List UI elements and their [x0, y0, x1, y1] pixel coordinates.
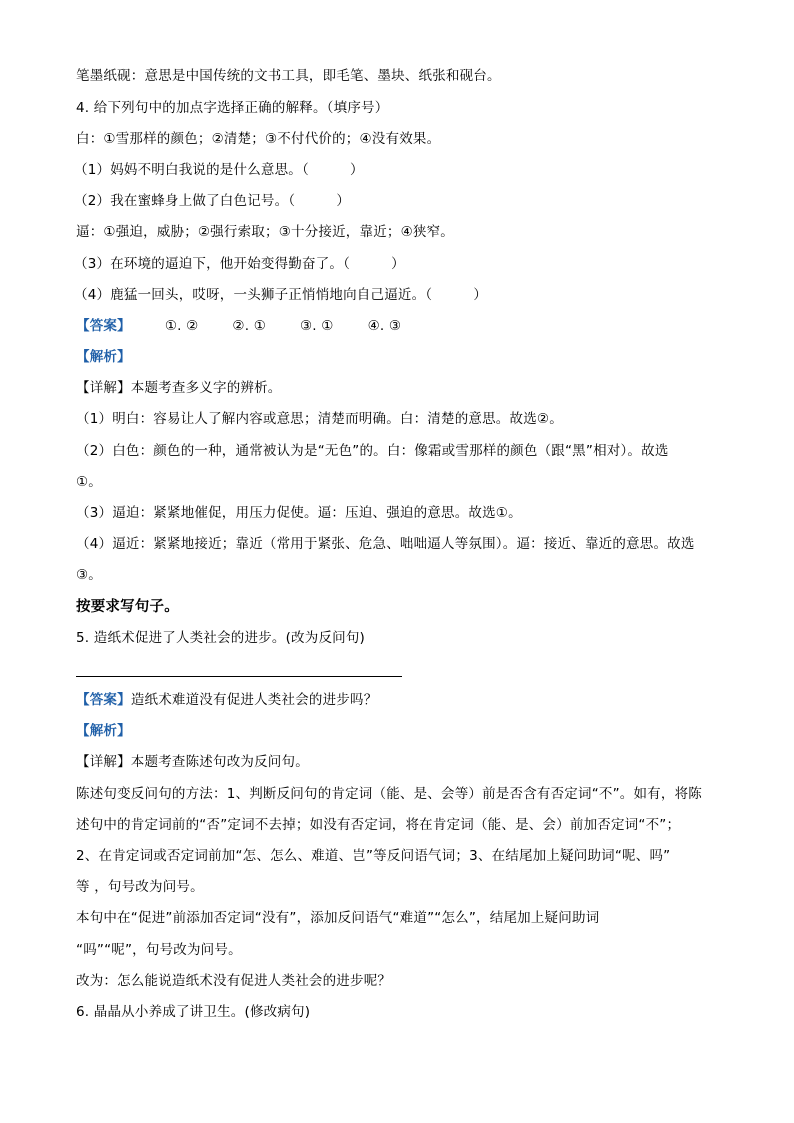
answer-blank-line [76, 676, 402, 677]
method-line: 2、在肯定词或否定词前加“怎、怎么、难道、岂”等反问语气词；3、在结尾加上疑问助词“呢、吗” [76, 848, 671, 864]
method-line: 等 ，句号改为问号。 [76, 879, 204, 895]
explanation-3: （3）逼迫：紧紧地催促，用压力促使。逼：压迫、强迫的意思。故选①。 [76, 505, 522, 521]
question-5: 5. 造纸术促进了人类社会的进步。(改为反问句) [76, 630, 366, 646]
explanation-2-cont: ①。 [76, 474, 103, 490]
detail-line: 【详解】本题考查多义字的辨析。 [76, 380, 282, 396]
question-4-3: （3）在环境的逼迫下，他开始变得勤奋了。（ ） [74, 256, 405, 272]
answer-row [76, 316, 734, 336]
explanation-2: （2）白色：颜色的一种，通常被认为是“无色”的。白：像霜或雪那样的颜色（跟“黑”相对）。故选 [76, 443, 669, 459]
rewrite-line: 改为：怎么能说造纸术没有促进人类社会的进步呢？ [76, 973, 392, 989]
definition-bi: 逼：①强迫，威胁；②强行索取；③十分接近，靠近；④狭窄。 [76, 224, 455, 240]
answer-item: ①. ② [164, 318, 199, 334]
question-4-2: （2）我在蜜蜂身上做了白色记号。（ ） [74, 193, 351, 209]
answer-5-text: 造纸术难道没有促进人类社会的进步吗？ [130, 692, 378, 708]
section-heading: 按要求写句子。 [76, 599, 179, 615]
answer-tag: 【答案】 [76, 318, 131, 334]
method-line: 本句中在“促进”前添加否定词“没有”，添加反问语气“难道”“怎么”，结尾加上疑问助词 [76, 910, 600, 926]
explanation-1: （1）明白：容易让人了解内容或意思；清楚而明确。白：清楚的意思。故选②。 [76, 411, 563, 427]
answer-item: ④. ③ [367, 318, 402, 334]
detail-line: 【详解】本题考查陈述句改为反问句。 [76, 754, 309, 770]
question-6: 6. 晶晶从小养成了讲卫生。(修改病句) [76, 1004, 311, 1020]
definition-bai: 白：①雪那样的颜色；②清楚；③不付代价的；④没有效果。 [76, 131, 441, 147]
analysis-tag: 【解析】 [76, 723, 131, 739]
question-4-1: （1）妈妈不明白我说的是什么意思。（ ） [74, 162, 364, 178]
method-line: 陈述句变反问句的方法：1、判断反问句的肯定词（能、是、会等）前是否含有否定词“不”。如有，将陈 [76, 786, 702, 802]
question-4-4: （4）鹿猛一回头，哎呀，一头狮子正悄悄地向自己逼近。（ ） [74, 287, 488, 303]
explanation-4: （4）逼近：紧紧地接近；靠近（常用于紧张、危急、咄咄逼人等氛围）。逼：接近、靠近的意思。故选 [76, 536, 695, 552]
answer-item: ②. ① [232, 318, 266, 334]
method-line: 述句中的肯定词前的“否”定词不去掉；如没有否定词，将在肯定词（能、是、会）前加否定词“不”； [76, 817, 681, 833]
answer-item: ③. ① [300, 318, 334, 334]
text-line: 笔墨纸砚：意思是中国传统的文书工具，即毛笔、墨块、纸张和砚台。 [76, 68, 501, 84]
explanation-4-cont: ③。 [76, 567, 103, 583]
answer-5-row [76, 690, 734, 710]
answer-tag: 【答案】 [76, 692, 131, 708]
method-line: “吗”“呢”，句号改为问号。 [76, 942, 242, 958]
analysis-tag: 【解析】 [76, 349, 131, 365]
question-4: 4. 给下列句中的加点字选择正确的解释。（填序号） [76, 100, 389, 116]
